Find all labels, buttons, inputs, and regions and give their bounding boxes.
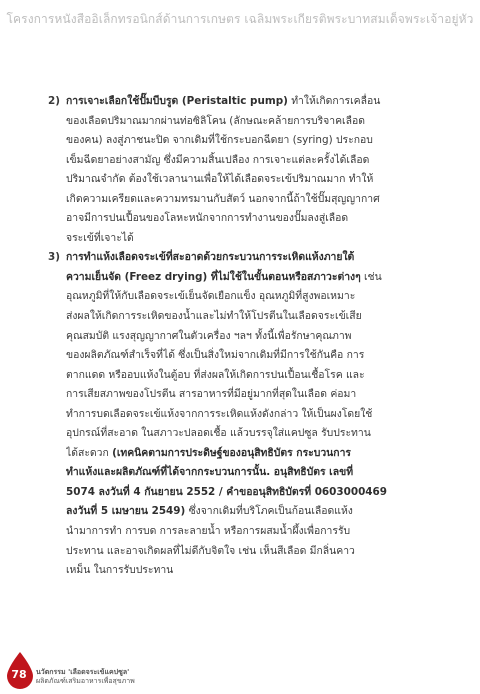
text-line (66, 444, 440, 464)
list-item (48, 248, 440, 580)
text-line (66, 268, 440, 288)
text-line (66, 131, 440, 151)
text-line (66, 542, 440, 562)
bold-text: การเจาะเลือกใช้ปั๊มบีบรูด (Peristaltic pump) (66, 95, 288, 107)
series-title-line2: ผลิตภัณฑ์เสริมอาหารเพื่อสุขภาพ (36, 677, 135, 685)
text-line (66, 366, 440, 386)
body-text: ของคน) ลงสู่ภาชนะปิด จากเดิมที่ใช้กระบอกฉีดยา (syring) ประกอบ (66, 134, 373, 147)
text-line (66, 190, 440, 210)
page-number: 78 (11, 668, 27, 681)
text-line (66, 151, 440, 171)
text-line (66, 287, 440, 307)
bold-text: ทำแห้งและผลิตภัณฑ์ที่ได้จากกระบวนการนั้น. อนุสิทธิบัตร เลขที่ (66, 466, 354, 479)
body-text: ทำการบดเลือดจระเข้แห้งจากการระเหิดแห้งดังกล่าว ให้เป็นผงโดยใช้ (66, 407, 373, 420)
text-line (66, 424, 440, 444)
text-line (66, 170, 440, 190)
body-text: อุปกรณ์ที่สะอาด ในสภาวะปลอดเชื้อ แล้วบรรจุใส่แคปซูล รับประทาน (66, 427, 371, 440)
text-line (66, 385, 440, 405)
text-line (66, 112, 440, 132)
page-footer (0, 640, 480, 694)
text-line (66, 346, 440, 366)
body-text: เข็มฉีดยาอย่างสามัญ ซึ่งมีความสิ้นเปลือง การเจาะแต่ละครั้งได้เลือด (66, 153, 370, 166)
item-number: 2) (48, 95, 60, 107)
body-text: ของผลิตภัณฑ์สำเร็จที่ได้ ซึ่งเป็นสิ่งใหม่จากเดิมที่มีการใช้กันคือ การ (66, 349, 365, 362)
text-line (66, 307, 440, 327)
bold-text: ลงวันที่ 5 เมษายน 2549) (66, 505, 186, 518)
text-line (66, 209, 440, 229)
series-title-line1: นวัตกรรม 'เลือดจระเข้แคปซูล' (36, 668, 130, 676)
text-line (66, 522, 440, 542)
body-text: ปริมาณจำกัด ต้องใช้เวลานานเพื่อให้ได้เลือดจระเข้ปริมาณมาก ทำให้ (66, 173, 374, 186)
body-text: เช่น (360, 270, 382, 283)
text-line (66, 248, 440, 268)
body-text: ของเลือดปริมาณมากผ่านท่อซิลิโคน (ลักษณะคล้ายการบริจาคเลือด (66, 114, 365, 127)
body-text: ประทาน และอาจเกิดผลที่ไม่ดีกับจิตใจ เช่น เห็นสีเลือด มีกลิ่นคาว (66, 544, 355, 557)
series-title (36, 668, 135, 686)
body-text: จระเข้ที่เจาะได้ (66, 231, 134, 244)
bold-text: การทำแห้งเลือดจระเข้ที่สะอาดด้วยกระบวนการระเหิดแห้งภายใต้ (66, 251, 355, 264)
body-text: อาจมีการปนเปื้อนของโลหะหนักจากการทำงานของปั๊มลงสู่เลือด (66, 212, 349, 225)
text-line (66, 463, 440, 483)
body-text: การเสียสภาพของโปรตีน สารอาหารที่มีอยู่มากที่สุดในเลือด ค่อมา (66, 388, 357, 401)
running-header: โครงการหนังสืออิเล็กทรอนิกส์ด้านการเกษตร เฉลิมพระเกียรติพระบาทสมเด็จพระเจ้าอยู่หัว (6, 12, 474, 26)
text-line (66, 229, 440, 249)
text-line (66, 92, 440, 112)
body-text: ตากแดด หรืออบแห้งในตู้อบ ที่ส่งผลให้เกิดการปนเปื้อนเชื้อโรค และ (66, 368, 365, 381)
body-content (48, 92, 440, 581)
body-text: อุณหภูมิที่ให้กับเลือดจระเข้เย็นจัดเยือกแข็ง อุณหภูมิที่สูงพอเหมาะ (66, 290, 356, 303)
text-line (66, 405, 440, 425)
body-text: ส่งผลให้เกิดการระเหิดของน้ำและไม่ทำให้โปรตีนในเลือดจระเข้เสีย (66, 310, 362, 323)
text-line (66, 327, 440, 347)
body-text: ได้สะดวก (66, 446, 113, 459)
text-line (66, 483, 440, 503)
body-text: เหม็น ในการรับประทาน (66, 564, 174, 577)
text-line (66, 561, 440, 581)
text-line (66, 502, 440, 522)
list-item (48, 92, 440, 248)
bold-text: ความเย็นจัด (Freez drying) ที่ไม่ใช้ในขั้นตอนหรือสภาวะต่างๆ (66, 270, 361, 283)
body-text: คุณสมบัติ แรงสุญญากาศในตัวเครื่อง ฯลฯ ทั้งนี้เพื่อรักษาคุณภาพ (66, 329, 352, 342)
body-text: เกิดความเครียดและความทรมานกับสัตว์ นอกจากนี้ถ้าใช้ปั๊มสุญญากาศ (66, 192, 380, 205)
item-number: 3) (48, 251, 60, 264)
body-text: ซึ่งจากเดิมที่บริโภคเป็นก้อนเลือดแห้ง (185, 505, 353, 518)
bold-text: (เทคนิคตามการประดิษฐ์ของอนุสิทธิบัตร กระบวนการ (112, 446, 351, 459)
bold-text: 5074 ลงวันที่ 4 กันยายน 2552 / คำขออนุสิทธิบัตรที่ 0603000469 (66, 485, 387, 498)
body-text: นำมาการทำ การบด การละลายน้ำ หรือการผสมน้ำผึ้งเพื่อการรับ (66, 525, 351, 538)
body-text: ทำให้เกิดการเคลื่อน (287, 95, 381, 107)
